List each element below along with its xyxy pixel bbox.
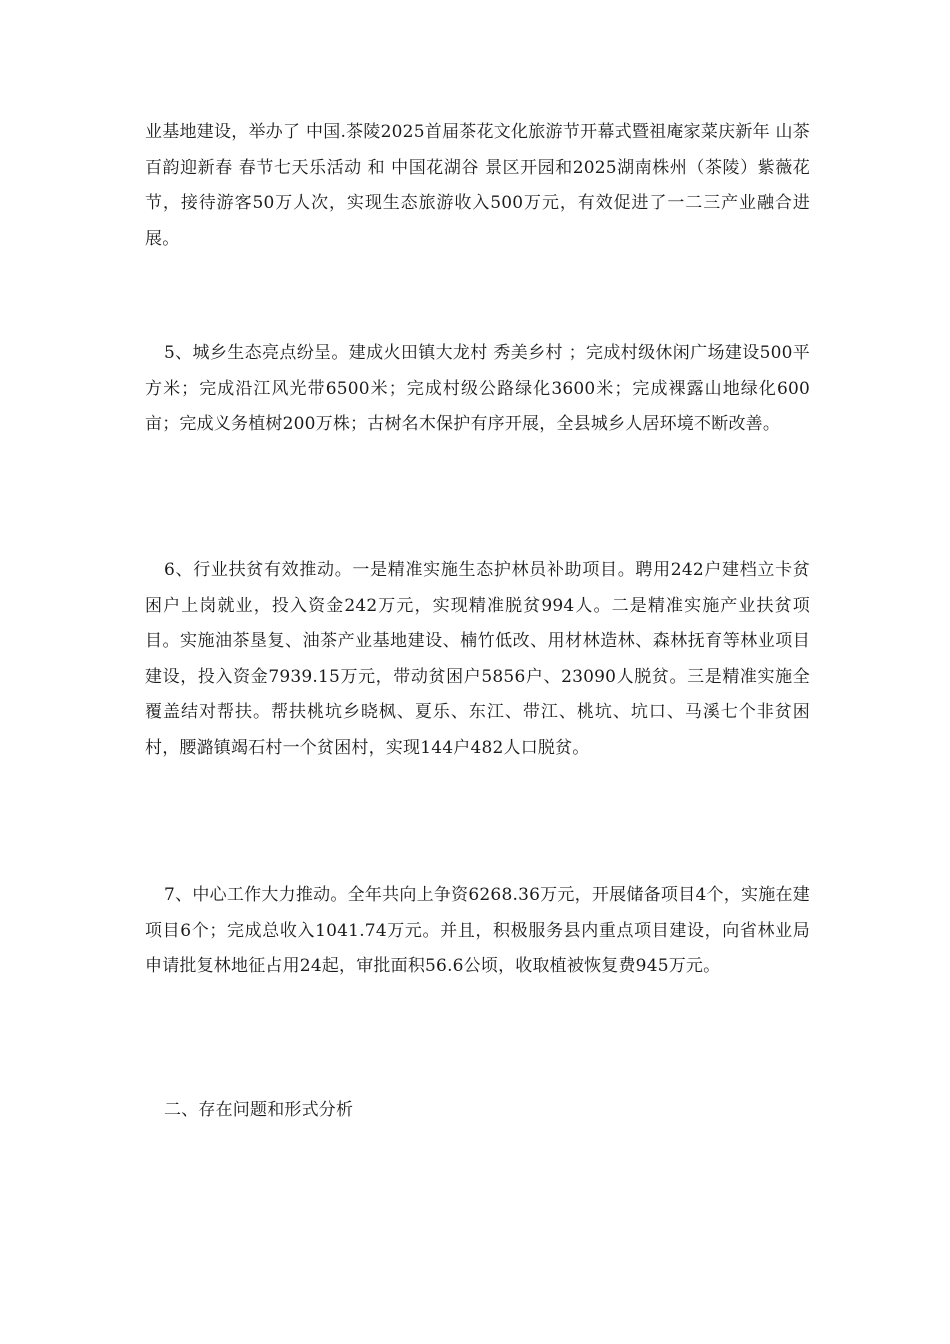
- paragraph-item-6: 6、行业扶贫有效推动。一是精准实施生态护林员补助项目。聘用242户建档立卡贫困户上岗就业，投入资金242万元，实现精准脱贫994人。二是精准实施产业扶贫项目。实施油茶垦复、油茶产业基地建设、楠竹低改、用材林造林、森林抚育等林业项目建设，投入资金7939.15万元，带动贫困户5856户、23090人脱贫。三是精准实施全覆盖结对帮扶。帮扶桃坑乡晓枫、夏乐、东江、带江、桃坑、坑口、马溪七个非贫困村，腰潞镇竭石村一个贫困村，实现144户482人口脱贫。: [145, 560, 810, 758]
- section-heading: 二、存在问题和形式分析: [164, 1100, 354, 1120]
- paragraph-item-7: 7、中心工作大力推动。全年共向上争资6268.36万元，开展储备项目4个，实施在建项目6个；完成总收入1041.74万元。并且，积极服务县内重点项目建设，向省林业局申请批复林地征占用24起，审批面积56.6公顷，收取植被恢复费945万元。: [145, 885, 810, 976]
- paragraph-item-5: 5、城乡生态亮点纷呈。建成火田镇大龙村 秀美乡村 ；完成村级休闲广场建设500平方米；完成沿江风光带6500米；完成村级公路绿化3600米；完成裸露山地绿化600亩；完成义务植树200万株；古树名木保护有序开展，全县城乡人居环境不断改善。: [145, 343, 810, 434]
- paragraph-continuation: 业基地建设，举办了 中国.茶陵2025首届茶花文化旅游节开幕式暨祖庵家菜庆新年 山茶百韵迎新春 春节七天乐活动 和 中国花湖谷 景区开园和2025湖南株州（茶陵）紫薇花节，接待游客50万人次，实现生态旅游收入500万元，有效促进了一二三产业融合进展。: [145, 122, 810, 249]
